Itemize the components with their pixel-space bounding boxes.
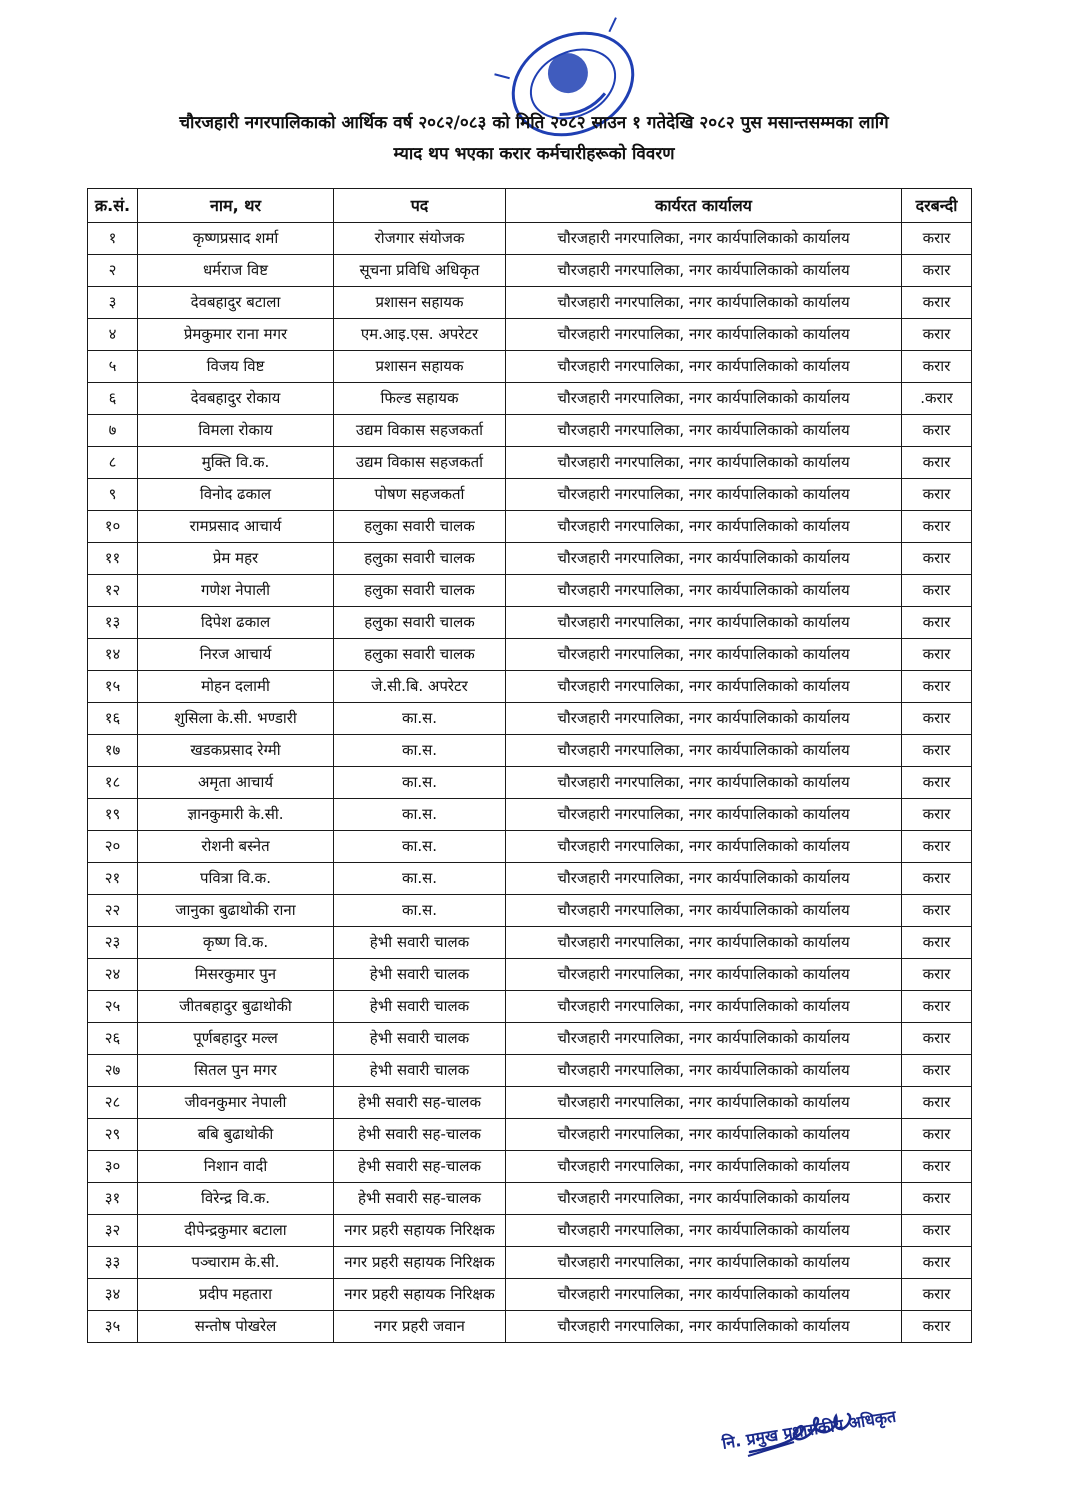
row-position-type: करार xyxy=(902,1183,972,1215)
row-office: चौरजहारी नगरपालिका, नगर कार्यपालिकाको कार्यालय xyxy=(506,895,902,927)
row-name: रोशनी बस्नेत xyxy=(138,831,334,863)
row-name: कृष्ण वि.क. xyxy=(138,927,334,959)
row-office: चौरजहारी नगरपालिका, नगर कार्यपालिकाको कार्यालय xyxy=(506,927,902,959)
header-office: कार्यरत कार्यालय xyxy=(506,189,902,223)
signatory-title: नि. प्रमुख प्रशासकीय अधिकृत xyxy=(720,1406,898,1453)
row-name: विमला रोकाय xyxy=(138,415,334,447)
row-serial: २४ xyxy=(88,959,138,991)
row-position-type: करार xyxy=(902,1247,972,1279)
row-serial: ३५ xyxy=(88,1311,138,1343)
row-name: विनोद ढकाल xyxy=(138,479,334,511)
row-post: का.स. xyxy=(334,895,506,927)
row-office: चौरजहारी नगरपालिका, नगर कार्यपालिकाको कार्यालय xyxy=(506,703,902,735)
row-office: चौरजहारी नगरपालिका, नगर कार्यपालिकाको कार्यालय xyxy=(506,1279,902,1311)
row-name: सन्तोष पोखरेल xyxy=(138,1311,334,1343)
table-row xyxy=(88,639,972,671)
employee-table xyxy=(87,188,972,1343)
row-name: अमृता आचार्य xyxy=(138,767,334,799)
row-post: हलुका सवारी चालक xyxy=(334,607,506,639)
row-post: का.स. xyxy=(334,799,506,831)
row-name: प्रेम महर xyxy=(138,543,334,575)
row-office: चौरजहारी नगरपालिका, नगर कार्यपालिकाको कार्यालय xyxy=(506,223,902,255)
header-position-type: दरबन्दी xyxy=(902,189,972,223)
row-post: नगर प्रहरी जवान xyxy=(334,1311,506,1343)
row-name: खडकप्रसाद रेग्मी xyxy=(138,735,334,767)
row-serial: २९ xyxy=(88,1119,138,1151)
table-row xyxy=(88,351,972,383)
row-serial: ३१ xyxy=(88,1183,138,1215)
row-office: चौरजहारी नगरपालिका, नगर कार्यपालिकाको कार्यालय xyxy=(506,639,902,671)
row-name: कृष्णप्रसाद शर्मा xyxy=(138,223,334,255)
row-office: चौरजहारी नगरपालिका, नगर कार्यपालिकाको कार्यालय xyxy=(506,863,902,895)
row-office: चौरजहारी नगरपालिका, नगर कार्यपालिकाको कार्यालय xyxy=(506,543,902,575)
row-serial: ९ xyxy=(88,479,138,511)
table-row xyxy=(88,255,972,287)
row-name: देवबहादुर बटाला xyxy=(138,287,334,319)
row-position-type: करार xyxy=(902,1311,972,1343)
row-name: पञ्चाराम के.सी. xyxy=(138,1247,334,1279)
row-name: मोहन दलामी xyxy=(138,671,334,703)
row-post: का.स. xyxy=(334,703,506,735)
row-position-type: करार xyxy=(902,735,972,767)
row-serial: १७ xyxy=(88,735,138,767)
row-office: चौरजहारी नगरपालिका, नगर कार्यपालिकाको कार्यालय xyxy=(506,767,902,799)
row-post: हेभी सवारी सह-चालक xyxy=(334,1183,506,1215)
row-serial: ३४ xyxy=(88,1279,138,1311)
row-name: ज्ञानकुमारी के.सी. xyxy=(138,799,334,831)
row-office: चौरजहारी नगरपालिका, नगर कार्यपालिकाको कार्यालय xyxy=(506,479,902,511)
row-name: रामप्रसाद आचार्य xyxy=(138,511,334,543)
row-name: देवबहादुर रोकाय xyxy=(138,383,334,415)
table-row xyxy=(88,735,972,767)
row-serial: १२ xyxy=(88,575,138,607)
title-line-1: चौरजहारी नगरपालिकाको आर्थिक वर्ष २०८२/०८३ को मिति २०८२ साउन १ गतेदेखि २०८२ पुस मसान्तसम्मका लागि xyxy=(179,113,889,133)
table-row xyxy=(88,575,972,607)
table-row xyxy=(88,607,972,639)
row-serial: १६ xyxy=(88,703,138,735)
row-post: हेभी सवारी चालक xyxy=(334,927,506,959)
row-position-type: करार xyxy=(902,1055,972,1087)
row-name: पवित्रा वि.क. xyxy=(138,863,334,895)
row-post: उद्यम विकास सहजकर्ता xyxy=(334,447,506,479)
table-header-row xyxy=(88,189,972,223)
table-row xyxy=(88,415,972,447)
row-office: चौरजहारी नगरपालिका, नगर कार्यपालिकाको कार्यालय xyxy=(506,607,902,639)
row-office: चौरजहारी नगरपालिका, नगर कार्यपालिकाको कार्यालय xyxy=(506,1311,902,1343)
row-name: प्रेमकुमार राना मगर xyxy=(138,319,334,351)
row-post: हेभी सवारी सह-चालक xyxy=(334,1119,506,1151)
row-position-type: करार xyxy=(902,991,972,1023)
row-post: का.स. xyxy=(334,767,506,799)
row-position-type: करार xyxy=(902,223,972,255)
table-row xyxy=(88,831,972,863)
row-post: फिल्ड सहायक xyxy=(334,383,506,415)
row-position-type: करार xyxy=(902,447,972,479)
table-row xyxy=(88,1151,972,1183)
row-position-type: करार xyxy=(902,799,972,831)
row-name: धर्मराज विष्ट xyxy=(138,255,334,287)
row-post: प्रशासन सहायक xyxy=(334,287,506,319)
row-serial: ११ xyxy=(88,543,138,575)
table-row xyxy=(88,799,972,831)
row-serial: ६ xyxy=(88,383,138,415)
row-post: हेभी सवारी चालक xyxy=(334,959,506,991)
row-post: जे.सी.बि. अपरेटर xyxy=(334,671,506,703)
table-row xyxy=(88,287,972,319)
row-post: का.स. xyxy=(334,831,506,863)
row-name: बबि बुढाथोकी xyxy=(138,1119,334,1151)
row-serial: ५ xyxy=(88,351,138,383)
table-row xyxy=(88,1087,972,1119)
row-post: हलुका सवारी चालक xyxy=(334,511,506,543)
table-row xyxy=(88,383,972,415)
row-serial: २० xyxy=(88,831,138,863)
title-line-2: म्याद थप भएका करार कर्मचारीहरूको विवरण xyxy=(393,144,675,164)
row-serial: ८ xyxy=(88,447,138,479)
table-row xyxy=(88,767,972,799)
row-post: एम.आइ.एस. अपरेटर xyxy=(334,319,506,351)
row-office: चौरजहारी नगरपालिका, नगर कार्यपालिकाको कार्यालय xyxy=(506,575,902,607)
row-position-type: करार xyxy=(902,575,972,607)
table-row xyxy=(88,511,972,543)
row-post: का.स. xyxy=(334,735,506,767)
row-position-type: करार xyxy=(902,1119,972,1151)
table-row xyxy=(88,1247,972,1279)
row-position-type: करार xyxy=(902,351,972,383)
row-serial: २२ xyxy=(88,895,138,927)
row-name: निरज आचार्य xyxy=(138,639,334,671)
row-office: चौरजहारी नगरपालिका, नगर कार्यपालिकाको कार्यालय xyxy=(506,991,902,1023)
row-serial: ३० xyxy=(88,1151,138,1183)
row-office: चौरजहारी नगरपालिका, नगर कार्यपालिकाको कार्यालय xyxy=(506,287,902,319)
row-name: शुसिला के.सी. भण्डारी xyxy=(138,703,334,735)
row-position-type: करार xyxy=(902,1151,972,1183)
row-serial: २३ xyxy=(88,927,138,959)
row-serial: ३२ xyxy=(88,1215,138,1247)
row-serial: ४ xyxy=(88,319,138,351)
row-position-type: करार xyxy=(902,895,972,927)
row-name: पूर्णबहादुर मल्ल xyxy=(138,1023,334,1055)
row-post: नगर प्रहरी सहायक निरिक्षक xyxy=(334,1215,506,1247)
table-row xyxy=(88,1311,972,1343)
row-position-type: करार xyxy=(902,543,972,575)
row-serial: १ xyxy=(88,223,138,255)
table-row xyxy=(88,1023,972,1055)
row-office: चौरजहारी नगरपालिका, नगर कार्यपालिकाको कार्यालय xyxy=(506,959,902,991)
table-body xyxy=(88,223,972,1343)
row-position-type: .करार xyxy=(902,383,972,415)
row-serial: २८ xyxy=(88,1087,138,1119)
row-office: चौरजहारी नगरपालिका, नगर कार्यपालिकाको कार्यालय xyxy=(506,415,902,447)
row-position-type: करार xyxy=(902,255,972,287)
row-serial: ३३ xyxy=(88,1247,138,1279)
row-name: दिपेश ढकाल xyxy=(138,607,334,639)
row-name: मिसरकुमार पुन xyxy=(138,959,334,991)
row-name: प्रदीप महतारा xyxy=(138,1279,334,1311)
row-name: गणेश नेपाली xyxy=(138,575,334,607)
row-office: चौरजहारी नगरपालिका, नगर कार्यपालिकाको कार्यालय xyxy=(506,1247,902,1279)
row-name: विरेन्द्र वि.क. xyxy=(138,1183,334,1215)
table-row xyxy=(88,991,972,1023)
table-row xyxy=(88,895,972,927)
table-row xyxy=(88,959,972,991)
row-office: चौरजहारी नगरपालिका, नगर कार्यपालिकाको कार्यालय xyxy=(506,671,902,703)
row-serial: १५ xyxy=(88,671,138,703)
row-office: चौरजहारी नगरपालिका, नगर कार्यपालिकाको कार्यालय xyxy=(506,1087,902,1119)
row-position-type: करार xyxy=(902,767,972,799)
row-office: चौरजहारी नगरपालिका, नगर कार्यपालिकाको कार्यालय xyxy=(506,1055,902,1087)
row-office: चौरजहारी नगरपालिका, नगर कार्यपालिकाको कार्यालय xyxy=(506,1215,902,1247)
table-row xyxy=(88,1119,972,1151)
row-position-type: करार xyxy=(902,863,972,895)
row-office: चौरजहारी नगरपालिका, नगर कार्यपालिकाको कार्यालय xyxy=(506,1023,902,1055)
row-position-type: करार xyxy=(902,415,972,447)
table-row xyxy=(88,1215,972,1247)
row-position-type: करार xyxy=(902,1279,972,1311)
table-row xyxy=(88,1055,972,1087)
document-title xyxy=(60,108,1008,170)
row-post: हेभी सवारी सह-चालक xyxy=(334,1151,506,1183)
row-serial: १४ xyxy=(88,639,138,671)
row-post: पोषण सहजकर्ता xyxy=(334,479,506,511)
row-serial: १३ xyxy=(88,607,138,639)
row-serial: ७ xyxy=(88,415,138,447)
row-position-type: करार xyxy=(902,511,972,543)
row-serial: १८ xyxy=(88,767,138,799)
row-post: प्रशासन सहायक xyxy=(334,351,506,383)
row-office: चौरजहारी नगरपालिका, नगर कार्यपालिकाको कार्यालय xyxy=(506,383,902,415)
row-post: का.स. xyxy=(334,863,506,895)
header-name: नाम, थर xyxy=(138,189,334,223)
row-post: सूचना प्रविधि अधिकृत xyxy=(334,255,506,287)
table-row xyxy=(88,1279,972,1311)
row-office: चौरजहारी नगरपालिका, नगर कार्यपालिकाको कार्यालय xyxy=(506,831,902,863)
table-row xyxy=(88,1183,972,1215)
row-name: जीवनकुमार नेपाली xyxy=(138,1087,334,1119)
row-office: चौरजहारी नगरपालिका, नगर कार्यपालिकाको कार्यालय xyxy=(506,255,902,287)
row-post: नगर प्रहरी सहायक निरिक्षक xyxy=(334,1279,506,1311)
row-position-type: करार xyxy=(902,959,972,991)
table-row xyxy=(88,863,972,895)
table-row xyxy=(88,703,972,735)
row-office: चौरजहारी नगरपालिका, नगर कार्यपालिकाको कार्यालय xyxy=(506,1183,902,1215)
row-position-type: करार xyxy=(902,639,972,671)
row-post: नगर प्रहरी सहायक निरिक्षक xyxy=(334,1247,506,1279)
table-row xyxy=(88,543,972,575)
row-serial: २६ xyxy=(88,1023,138,1055)
row-post: हलुका सवारी चालक xyxy=(334,639,506,671)
header-post: पद xyxy=(334,189,506,223)
row-name: सितल पुन मगर xyxy=(138,1055,334,1087)
row-office: चौरजहारी नगरपालिका, नगर कार्यपालिकाको कार्यालय xyxy=(506,1151,902,1183)
row-position-type: करार xyxy=(902,1023,972,1055)
row-serial: ३ xyxy=(88,287,138,319)
row-serial: २ xyxy=(88,255,138,287)
row-serial: १९ xyxy=(88,799,138,831)
row-office: चौरजहारी नगरपालिका, नगर कार्यपालिकाको कार्यालय xyxy=(506,735,902,767)
table-row xyxy=(88,223,972,255)
row-office: चौरजहारी नगरपालिका, नगर कार्यपालिकाको कार्यालय xyxy=(506,319,902,351)
row-position-type: करार xyxy=(902,927,972,959)
row-position-type: करार xyxy=(902,319,972,351)
row-post: हेभी सवारी चालक xyxy=(334,1055,506,1087)
row-post: हलुका सवारी चालक xyxy=(334,543,506,575)
table-row xyxy=(88,447,972,479)
row-position-type: करार xyxy=(902,831,972,863)
row-name: विजय विष्ट xyxy=(138,351,334,383)
row-post: हेभी सवारी चालक xyxy=(334,991,506,1023)
row-post: उद्यम विकास सहजकर्ता xyxy=(334,415,506,447)
row-position-type: करार xyxy=(902,671,972,703)
row-serial: २५ xyxy=(88,991,138,1023)
row-position-type: करार xyxy=(902,1087,972,1119)
table-row xyxy=(88,927,972,959)
row-position-type: करार xyxy=(902,479,972,511)
header-serial: क्र.सं. xyxy=(88,189,138,223)
row-office: चौरजहारी नगरपालिका, नगर कार्यपालिकाको कार्यालय xyxy=(506,1119,902,1151)
table-row xyxy=(88,319,972,351)
row-name: दीपेन्द्रकुमार बटाला xyxy=(138,1215,334,1247)
row-post: हेभी सवारी चालक xyxy=(334,1023,506,1055)
row-office: चौरजहारी नगरपालिका, नगर कार्यपालिकाको कार्यालय xyxy=(506,511,902,543)
row-post: हलुका सवारी चालक xyxy=(334,575,506,607)
row-position-type: करार xyxy=(902,703,972,735)
row-position-type: करार xyxy=(902,1215,972,1247)
row-post: हेभी सवारी सह-चालक xyxy=(334,1087,506,1119)
row-office: चौरजहारी नगरपालिका, नगर कार्यपालिकाको कार्यालय xyxy=(506,351,902,383)
row-name: निशान वादी xyxy=(138,1151,334,1183)
row-position-type: करार xyxy=(902,607,972,639)
row-name: जानुका बुढाथोकी राना xyxy=(138,895,334,927)
table-row xyxy=(88,671,972,703)
row-serial: १० xyxy=(88,511,138,543)
row-post: रोजगार संयोजक xyxy=(334,223,506,255)
row-name: मुक्ति वि.क. xyxy=(138,447,334,479)
row-position-type: करार xyxy=(902,287,972,319)
row-name: जीतबहादुर बुढाथोकी xyxy=(138,991,334,1023)
row-office: चौरजहारी नगरपालिका, नगर कार्यपालिकाको कार्यालय xyxy=(506,799,902,831)
table-row xyxy=(88,479,972,511)
row-serial: २१ xyxy=(88,863,138,895)
row-office: चौरजहारी नगरपालिका, नगर कार्यपालिकाको कार्यालय xyxy=(506,447,902,479)
row-serial: २७ xyxy=(88,1055,138,1087)
